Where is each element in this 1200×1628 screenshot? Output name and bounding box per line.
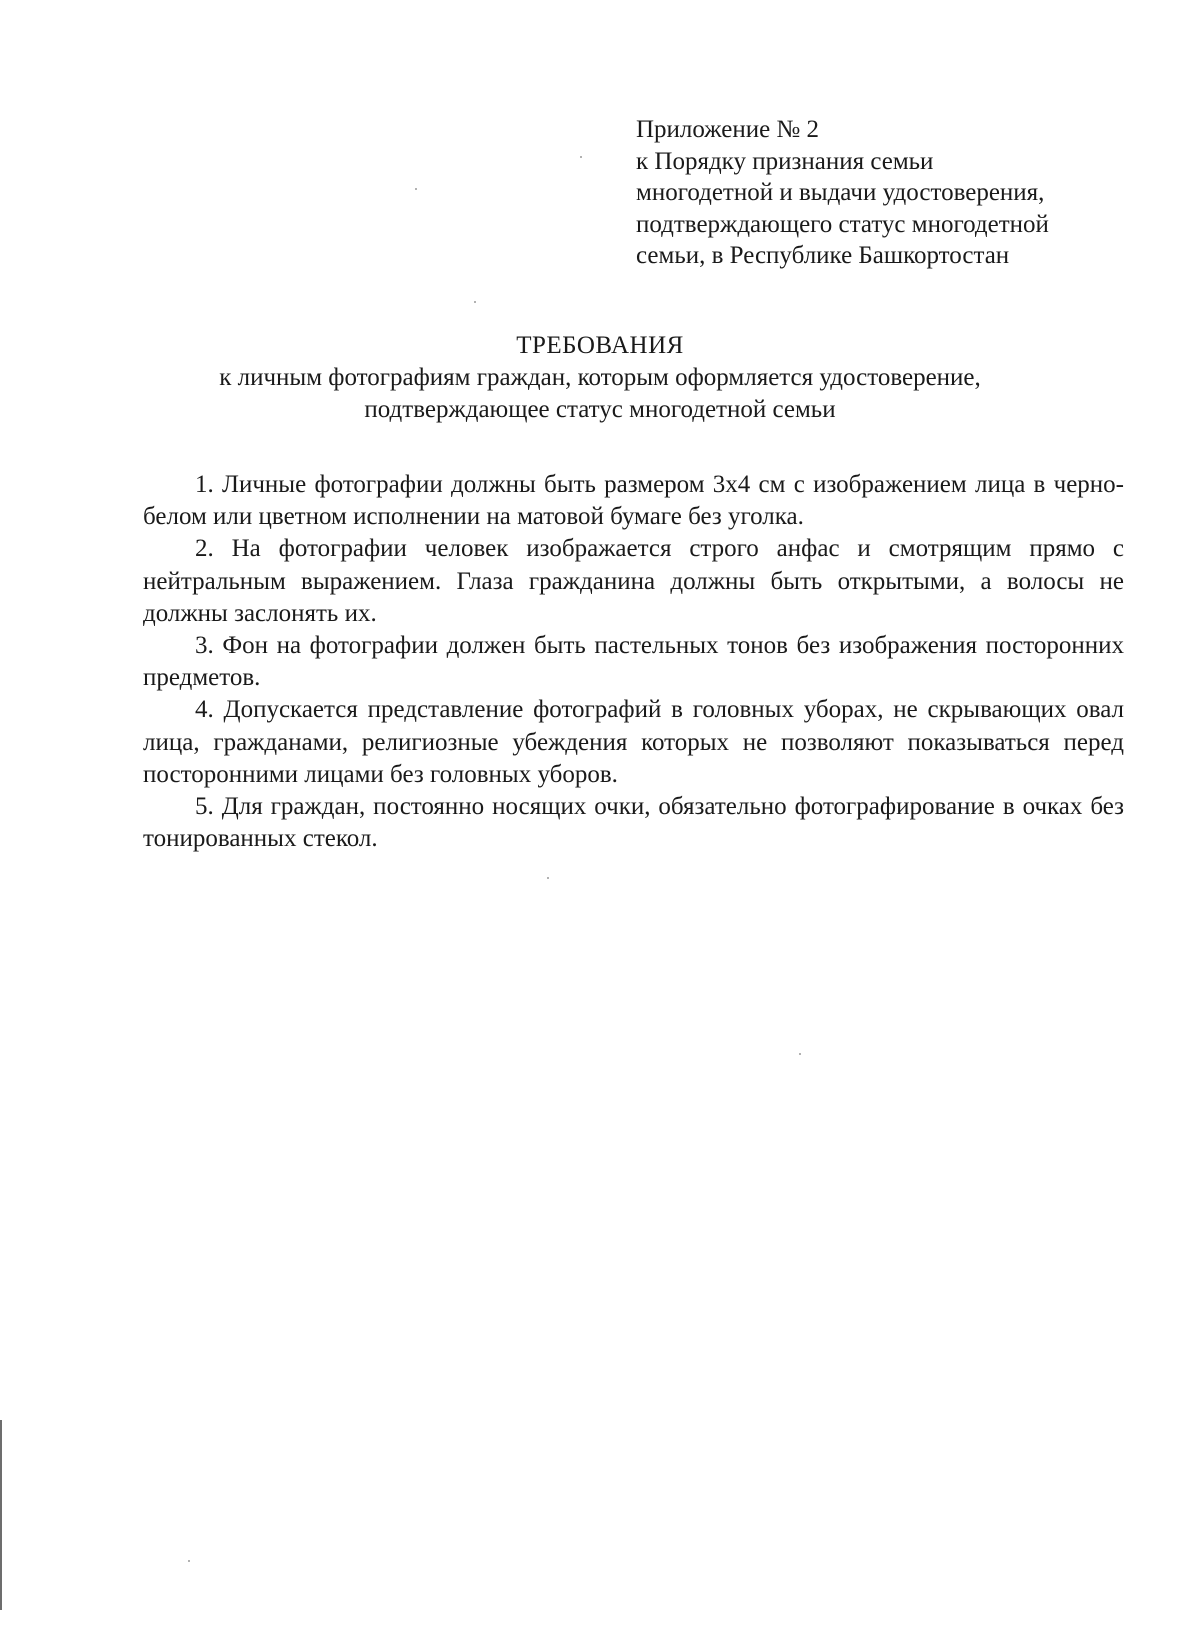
requirement-item: 1. Личные фотографии должны быть размером 3x4 см с изображением лица в черно-белом или цветном исполнении на матовой бумаге без уголка. bbox=[143, 471, 1124, 531]
requirement-item: 2. На фотографии человек изображается строго анфас и смотрящим прямо с нейтральным выражением. Глаза гражданина должны быть открытыми, а волосы не должны заслонять их. bbox=[143, 535, 1124, 627]
title-heading: ТРЕБОВАНИЯ bbox=[516, 332, 684, 359]
requirement-item: 5. Для граждан, постоянно носящих очки, обязательно фотографирование в очках без тонированных стекол. bbox=[143, 793, 1124, 853]
appendix-line: многодетной и выдачи удостоверения, bbox=[636, 179, 1045, 206]
title-subtitle-line: к личным фотографиям граждан, которым оформляется удостоверение, bbox=[219, 364, 981, 391]
document-title bbox=[100, 330, 1100, 426]
scan-speck bbox=[474, 301, 476, 303]
scan-speck bbox=[188, 1560, 190, 1562]
requirement-item: 4. Допускается представление фотографий в головных уборах, не скрывающих овал лица, гражданами, религиозные убеждения которых не позволяют показываться перед посторонними лицами без головных уборов. bbox=[143, 696, 1124, 788]
title-subtitle-line: подтверждающее статус многодетной семьи bbox=[364, 396, 836, 423]
appendix-line: к Порядку признания семьи bbox=[636, 147, 934, 175]
requirements-list bbox=[143, 469, 1124, 855]
appendix-line: Приложение № 2 bbox=[636, 116, 820, 143]
scan-edge-line bbox=[0, 1420, 2, 1610]
scan-speck bbox=[415, 188, 417, 190]
scan-speck bbox=[799, 1053, 801, 1055]
scan-speck bbox=[580, 156, 582, 158]
appendix-line: подтверждающего статус многодетной bbox=[636, 210, 1049, 238]
appendix-header bbox=[636, 114, 1136, 272]
scan-speck bbox=[547, 877, 549, 879]
requirement-item: 3. Фон на фотографии должен быть пастельных тонов без изображения посторонних предметов. bbox=[143, 632, 1124, 692]
appendix-line: семьи, в Республике Башкортостан bbox=[636, 242, 1010, 269]
